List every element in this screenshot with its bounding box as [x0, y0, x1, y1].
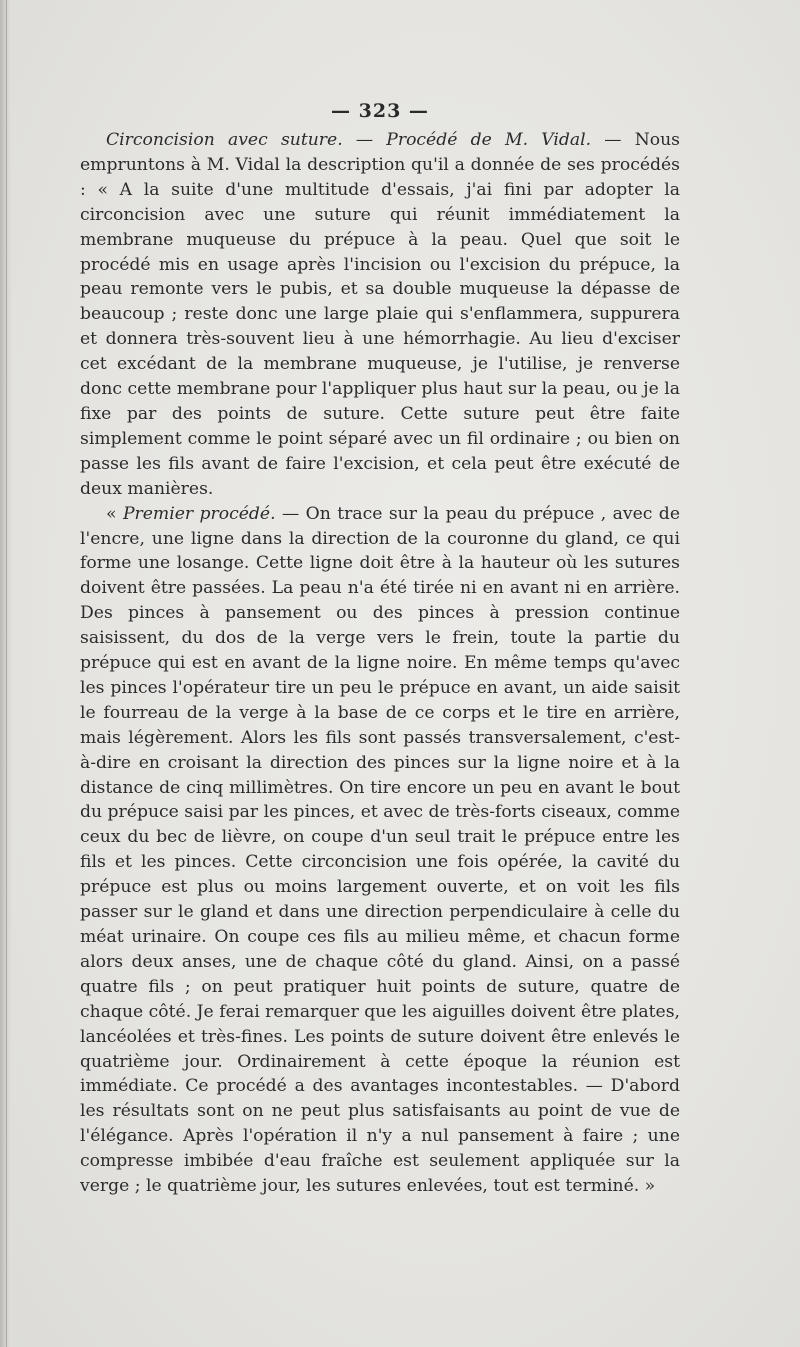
- paragraph-body: — Nous empruntons à M. Vidal la description qu'il a donnée de ses procédés : « A la suite d'une multitude d'essais, j'ai fini par adopter la circoncision avec une suture qui réunit immédiatement la membrane muqueuse du prépuce à la peau. Quel que soit le procédé mis en usage après l'incision ou l'excision du prépuce, la peau remonte vers le pubis, et sa double muqueuse la dépasse de beaucoup ; reste donc une large plaie qui s'enflammera, suppurera et donnera très-souvent lieu à une hémorrhagie. Au lieu d'exciser cet excédant de la membrane muqueuse, je l'utilise, je renverse donc cette membrane pour l'appliquer plus haut sur la peau, ou je la fixe par des points de suture. Cette suture peut être faite simplement comme le point séparé avec un fil ordinaire ; ou bien on passe les fils avant de faire l'excision, et cela peut être exécuté de deux manières.: [80, 130, 680, 499]
- section-heading-procede-vidal: Procédé de M. Vidal.: [386, 130, 592, 150]
- section-heading-premier-procede: Premier procédé.: [122, 503, 276, 524]
- paragraph-body: — On trace sur la peau du prépuce , avec de l'encre, une ligne dans la direction de la couronne du gland, ce qui forme une losange. Cette ligne doit être à la hauteur où les sutures doivent être passées. La peau n'a été tirée ni en avant ni en arrière. Des pinces à pansement ou des pinces à pression continue saisissent, du dos de la verge vers le frein, toute la partie du prépuce qui est en avant de la ligne noire. En même temps qu'avec les pinces l'opérateur tire un peu le prépuce en avant, un aide saisit le fourreau de la verge à la base de ce corps et le tire en arrière, mais légèrement. Alors les fils sont passés transversalement, c'est-à-dire en croisant la direction des pinces sur la ligne noire et à la distance de cinq millimètres. On tire encore un peu en avant le bout du prépuce saisi par les pinces, et avec de très-forts ciseaux, comme ceux du bec de lièvre, on coupe d'un seul trait le prépuce entre les fils et les pinces. Cette circoncision une fois opérée, la cavité du prépuce est plus ou moins largement ouverte, et on voit les fils passer sur le gland et dans une direction perpendiculaire à celle du méat urinaire. On coupe ces fils au milieu même, et chacun forme alors deux anses, une de chaque côté du gland. Ainsi, on a passé quatre fils ; on peut pratiquer huit points de suture, quatre de chaque côté. Je ferai remarquer que les aiguilles doivent être plates, lancéolées et très-fines. Les points de suture doivent être enlevés le quatrième jour. Ordinairement à cette époque la réunion est immédiate. Ce procédé a des avantages incontestables. — D'abord les résultats sont on ne peut plus satisfaisants au point de vue de l'élégance. Après l'opération il n'y a nul pansement à faire ; une compresse imbibée d'eau fraîche est seulement appliquée sur la verge ; le quatrième jour, les sutures enlevées, tout est terminé. »: [80, 503, 680, 1197]
- heading-separator: —: [342, 130, 387, 150]
- binding-line: [6, 0, 7, 1347]
- section-heading-circoncision: Circoncision avec suture.: [106, 130, 343, 150]
- quote-open: «: [106, 503, 123, 524]
- paragraph-vidal-intro: [80, 128, 680, 502]
- page-number: — 323 —: [331, 100, 429, 122]
- page-content: [80, 100, 680, 1199]
- paragraph-premier-procede: [80, 502, 680, 1199]
